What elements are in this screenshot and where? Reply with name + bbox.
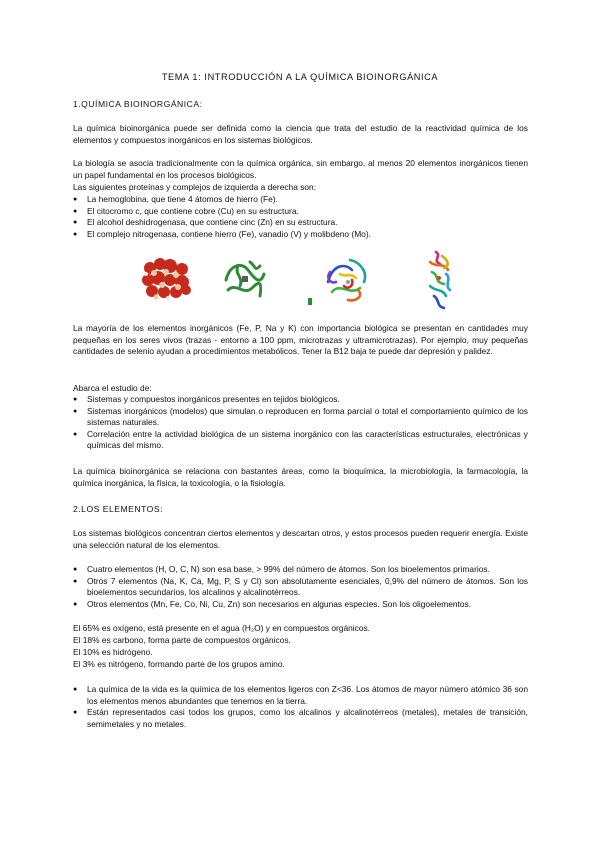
percent-carbon: El 18% es carbono, forma parte de compuestos orgánicos. bbox=[73, 635, 291, 645]
list-item: ● Otros 7 elementos (Na, K, Ca, Mg, P, S y Cl) son absolutamente esenciales, 0,9% del número de átomos. Son los bioelementos secundarios, los alcalinos y alcalinotérreos. bbox=[73, 576, 528, 599]
list-item: ● Cuatro elementos (H, O, C, N) son esa base, > 99% del número de átomos. Son los bioelementos primarios. bbox=[73, 564, 528, 576]
list-item: ● La hemoglobina, que tiene 4 átomos de hierro (Fe). bbox=[73, 194, 528, 206]
percent-oxygen: El 65% es oxígeno, está presente en el agua (H₂O) y en compuestos orgánicos. bbox=[73, 623, 371, 633]
list-item: ● Sistemas inorgánicos (modelos) que simulan o reproducen en forma parcial o total el comportamiento químico de los sistemas naturales. bbox=[73, 406, 528, 429]
proteins-list bbox=[73, 194, 528, 240]
list-item: ● El alcohol deshidrogenasa, que contiene cinc (Zn) en su estructura. bbox=[73, 217, 528, 229]
section1-proteins-intro: Las siguientes proteínas y complejos de izquierda a derecha son: bbox=[73, 182, 317, 192]
list-item: ● Sistemas y compuestos inorgánicos presentes en tejidos biológicos. bbox=[73, 394, 528, 406]
protein-structures-figure bbox=[130, 252, 490, 312]
section1-paragraph-biology: La biología se asocia tradicionalmente con la química orgánica, sin embargo, al menos 20 elementos inorgánicos tienen un papel fundamental en los procesos biológicos. bbox=[73, 158, 528, 180]
elements-list bbox=[73, 564, 528, 610]
study-list bbox=[73, 394, 528, 452]
list-item: ● Están representados casi todos los grupos, como los alcalinos y alcalinotérreos (metales), metales de transición, semimetales y no metales. bbox=[73, 707, 528, 730]
figure-marker bbox=[308, 298, 312, 305]
section1-heading: 1.QUÍMICA BIOINORGÁNICA: bbox=[73, 99, 203, 109]
final-list bbox=[73, 684, 528, 730]
section1-paragraph-trace-elements: La mayoría de los elementos inorgánicos (Fe, P, Na y K) con importancia biológica se presentan en cantidades muy pequeñas en los seres vivos (trazas - entorno a 100 ppm, microtrazas y ultramicrotrazas). Por ejemplo, muy pequeñas cantidades de selenio ayudan a procedimientos metabólicos. Tener la B12 baja te puede dar depresión y palidez. bbox=[73, 323, 528, 357]
list-item: ● La química de la vida es la química de los elementos ligeros con Z<36. Los átomos de mayor número atómico 36 son los elementos menos abundantes que tenemos en la tierra. bbox=[73, 684, 528, 707]
section1-paragraph-definition: La química bioinorgánica puede ser definida como la ciencia que trata del estudio de la reactividad química de los elementos y compuestos inorgánicos en los sistemas biológicos. bbox=[73, 123, 528, 145]
alcohol-dehydrogenase-image bbox=[320, 252, 376, 308]
percent-nitrogen: El 3% es nitrógeno, formando parte de los grupos amino. bbox=[73, 659, 285, 669]
section2-paragraph-selection: Los sistemas biológicos concentran ciertos elementos y descartan otros, y estos procesos pueden requerir energía. Existe una selección natural de los elementos. bbox=[73, 528, 528, 550]
list-item: ● El complejo nitrogenasa, contiene hierro (Fe), vanadio (V) y molibdeno (Mo). bbox=[73, 229, 528, 241]
cytochrome-c-image bbox=[220, 256, 270, 304]
list-item: ● El citocromo c, que contiene cobre (Cu) en su estructura. bbox=[73, 206, 528, 218]
hemoglobin-image bbox=[138, 254, 196, 304]
page-title: TEMA 1: INTRODUCCIÓN A LA QUÍMICA BIOINORGÁNICA bbox=[161, 72, 439, 82]
nitrogenase-complex-image bbox=[422, 248, 458, 312]
percent-hydrogen: El 10% es hidrógeno. bbox=[73, 647, 153, 657]
section1-paragraph-related-areas: La química bioinorgánica se relaciona con bastantes áreas, como la bioquímica, la microbiología, la farmacología, la química inorgánica, la física, la toxicología, o la fisiología. bbox=[73, 466, 528, 488]
list-item: ● Correlación entre la actividad biológica de un sistema inorgánico con las características estructurales, electrónicas y químicas del mismo. bbox=[73, 429, 528, 452]
list-item: ● Otros elementos (Mn, Fe, Co, Ni, Cu, Zn) son necesarios en algunas especies. Son los oligoelementos. bbox=[73, 599, 528, 611]
study-intro: Abarca el estudio de: bbox=[73, 383, 152, 393]
section2-heading: 2.LOS ELEMENTOS: bbox=[73, 504, 163, 514]
